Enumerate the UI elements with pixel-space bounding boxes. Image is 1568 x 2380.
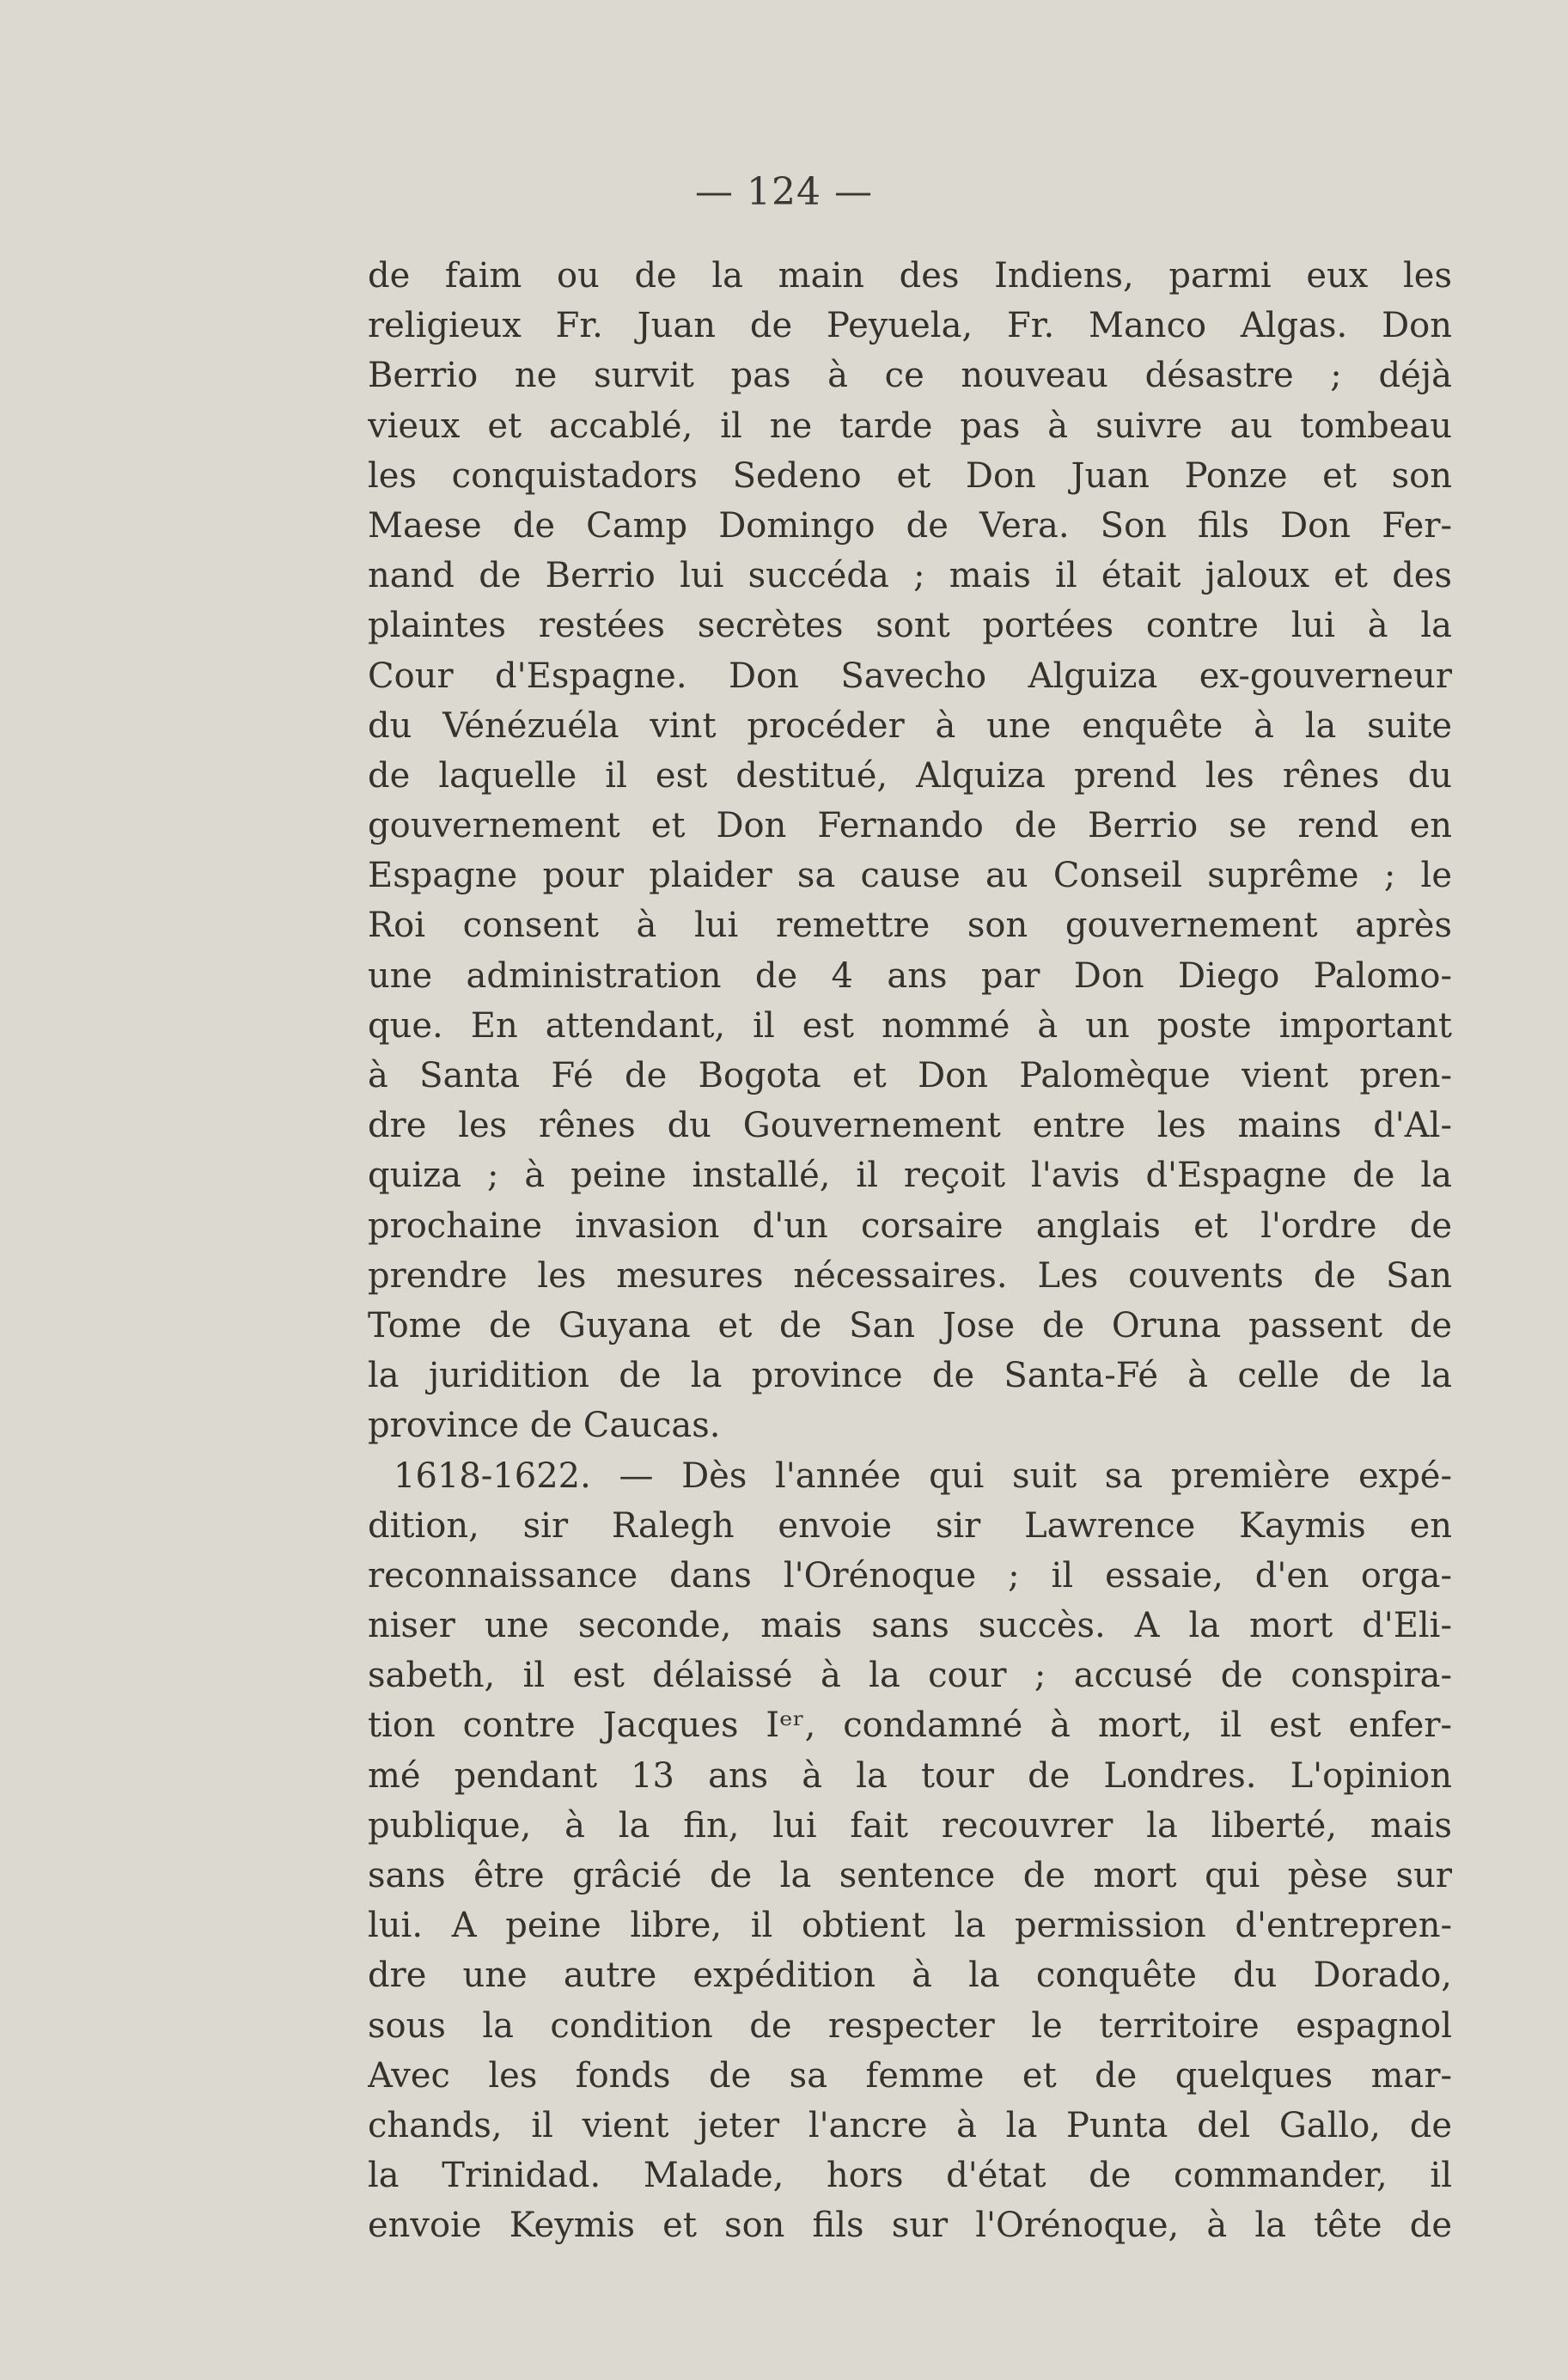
text-line: religieux Fr. Juan de Peyuela, Fr. Manco Algas. Don (368, 306, 1452, 346)
text-line: Cour d'Espagne. Don Savecho Alguiza ex-gouverneur (368, 656, 1452, 696)
text-line: publique, à la fin, lui fait recouvrer la liberté, mais (368, 1805, 1452, 1846)
text-line: province de Caucas. (368, 1406, 721, 1446)
body-text (368, 251, 1452, 2251)
text-line: mé pendant 13 ans à la tour de Londres. L'opinion (368, 1755, 1452, 1796)
text-line: de faim ou de la main des Indiens, parmi eux les (368, 256, 1452, 296)
text-line: plaintes restées secrètes sont portées contre lui à la (368, 606, 1452, 646)
text-line: lui. A peine libre, il obtient la permission d'entrepren- (368, 1906, 1452, 1946)
text-line: une administration de 4 ans par Don Diego Palomo- (368, 955, 1452, 996)
text-line: Tome de Guyana et de San Jose de Oruna passent de (368, 1305, 1452, 1346)
text-line: Avec les fonds de sa femme et de quelques mar- (368, 2055, 1452, 2096)
text-line: sabeth, il est délaissé à la cour ; accusé de conspira- (368, 1656, 1452, 1696)
text-line: reconnaissance dans l'Orénoque ; il essaie, d'en orga- (368, 1555, 1452, 1596)
text-line: la juridition de la province de Santa-Fé à celle de la (368, 1356, 1452, 1396)
text-line: prendre les mesures nécessaires. Les couvents de San (368, 1255, 1452, 1296)
text-line: de laquelle il est destitué, Alquiza prend les rênes du (368, 755, 1452, 796)
text-line: sans être grâcié de la sentence de mort qui pèse sur (368, 1856, 1452, 1895)
text-line: niser une seconde, mais sans succès. A la mort d'Eli- (368, 1606, 1452, 1646)
text-line: Berrio ne survit pas à ce nouveau désastre ; déjà (368, 356, 1452, 396)
text-line: dre les rênes du Gouvernement entre les mains d'Al- (368, 1106, 1452, 1146)
page-number: — 124 — (695, 170, 873, 214)
text-line: à Santa Fé de Bogota et Don Palomèque vient pren- (368, 1056, 1452, 1095)
text-line: Roi consent à lui remettre son gouvernement après (368, 906, 1452, 946)
text-line: nand de Berrio lui succéda ; mais il était jaloux et des (368, 556, 1452, 596)
text-line: du Vénézuéla vint procéder à une enquête à la suite (368, 705, 1452, 746)
text-line: 1618-1622. — Dès l'année qui suit sa première expé- (394, 1455, 1452, 1496)
text-line: chands, il vient jeter l'ancre à la Punta del Gallo, de (368, 2105, 1452, 2145)
text-line: gouvernement et Don Fernando de Berrio se rend en (368, 806, 1452, 846)
text-line: Espagne pour plaider sa cause au Conseil suprême ; le (368, 856, 1452, 896)
text-line: prochaine invasion d'un corsaire anglais et l'ordre de (368, 1205, 1452, 1246)
text-line: tion contre Jacques Iᵉʳ, condamné à mort, il est enfer- (368, 1706, 1452, 1746)
text-line: les conquistadors Sedeno et Don Juan Ponze et son (368, 455, 1452, 496)
text-line: vieux et accablé, il ne tarde pas à suivre au tombeau (368, 406, 1452, 446)
text-line: envoie Keymis et son fils sur l'Orénoque, à la tête de (368, 2206, 1452, 2246)
text-line: la Trinidad. Malade, hors d'état de commander, il (368, 2156, 1452, 2196)
text-line: quiza ; à peine installé, il reçoit l'avis d'Espagne de la (368, 1156, 1452, 1196)
text-line: sous la condition de respecter le territoire espagnol (368, 2005, 1452, 2046)
text-line: Maese de Camp Domingo de Vera. Son fils Don Fer- (368, 505, 1452, 546)
text-line: que. En attendant, il est nommé à un poste important (368, 1005, 1452, 1046)
text-line: dition, sir Ralegh envoie sir Lawrence Kaymis en (368, 1505, 1452, 1546)
text-line: dre une autre expédition à la conquête du Dorado, (368, 1956, 1452, 1996)
